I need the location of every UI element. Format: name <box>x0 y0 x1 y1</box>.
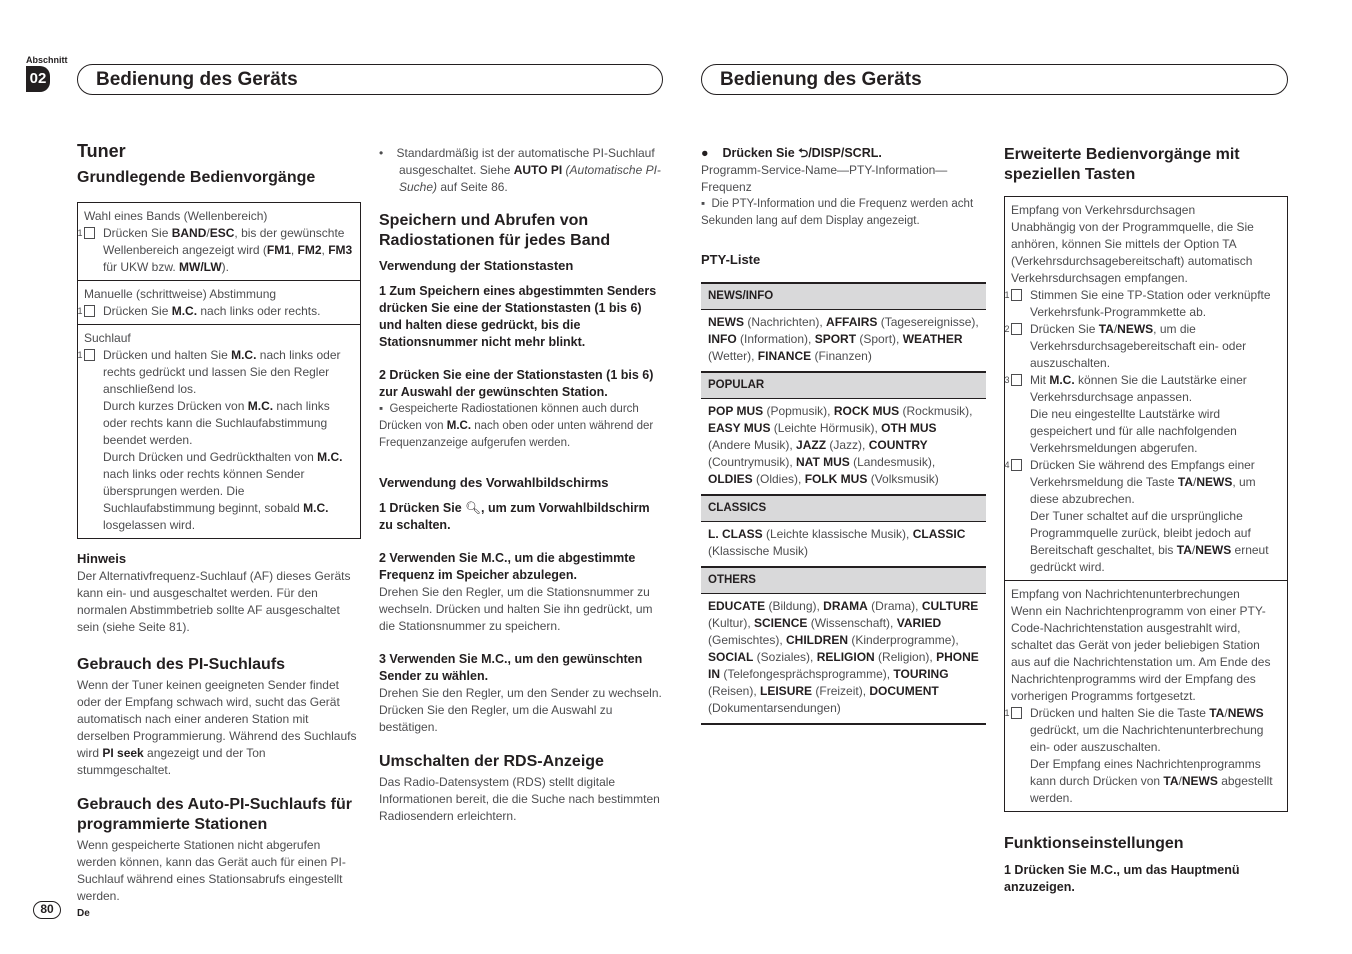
manual-step: 1 Drücken Sie M.C. nach links oder rechts. <box>77 304 321 318</box>
advanced-operations-heading: Erweiterte Bedienvorgänge mit speziellen Tasten <box>1004 146 1240 183</box>
store-recall-heading: Speichern und Abrufen von Radiostationen für jedes Band <box>379 212 611 249</box>
advanced-box <box>1004 196 1288 812</box>
pty-description: (Nachrichten), <box>744 315 827 329</box>
list-step-1: 1 Drücken Sie 🔍︎, um zum Vorwahlbildschirm zu schalten. <box>379 501 650 532</box>
pty-code: INFO <box>708 332 737 346</box>
step-number: 1 <box>84 349 95 361</box>
tuner-heading: Tuner <box>77 141 126 161</box>
hint-text: Der Alternativfrequenz-Suchlauf (AF) dieses Geräts kann ein- und ausgeschaltet werden. Für den normalen Abstimmbetrieb sollte AF ausgeschaltet sein (siehe Seite 81). <box>77 569 351 634</box>
pty-group-header: CLASSICS <box>701 496 986 522</box>
manual-tuning-section <box>78 281 360 325</box>
list-step-2-text: Drehen Sie den Regler, um die Stationsnummer zu wechseln. Drücken und halten Sie ihn gedrückt, um die Stationsnummer zu speichern. <box>379 585 653 633</box>
seek-cancel-note: Durch kurzes Drücken von M.C. nach links oder rechts kann die Suchlaufabstimmung beendet werden. <box>103 399 330 447</box>
pty-description: (Popmusik), <box>763 404 834 418</box>
back-icon: ⮌ <box>798 146 809 160</box>
pty-code: FINANCE <box>757 349 812 363</box>
pty-code: NAT MUS <box>796 455 850 469</box>
pty-code: SCIENCE <box>754 616 808 630</box>
pty-description: (Leichte Hörmusik), <box>770 421 882 435</box>
page-number: 80 <box>33 901 61 919</box>
pty-group-items <box>701 594 986 723</box>
pty-code: NEWS <box>708 315 744 329</box>
pty-description: (Wissenschaft), <box>807 616 897 630</box>
pty-description: (Tagesereignisse), <box>877 315 979 329</box>
preset-step-1: 1 Zum Speichern eines abgestimmten Senders drücken Sie eine der Stationstasten (1 bis 6) und halten diese gedrückt, bis die Stationsnummer nicht mehr blinkt. <box>379 284 657 349</box>
pty-description: (Leichte klassische Musik), <box>762 527 913 541</box>
disp-step: ● Drücken Sie ⮌/DISP/SCRL. <box>701 146 882 160</box>
pty-description: (Landesmusik), <box>849 455 936 469</box>
traffic-step-4: 4 Drücken Sie während des Empfangs einer Verkehrsmeldung die Taste TA/NEWS, um diese abzubrechen. <box>1004 458 1256 506</box>
pty-description: (Sport), <box>856 332 903 346</box>
pty-code: EDUCATE <box>708 599 766 613</box>
pty-description: (Volksmusik) <box>867 472 939 486</box>
traffic-step-3: 3 Mit M.C. können Sie die Lautstärke einer Verkehrsdurchsage anpassen. <box>1004 373 1247 404</box>
pty-description: (Finanzen) <box>811 349 872 363</box>
manual-title: Manuelle (schrittweise) Abstimmung <box>84 287 277 301</box>
pty-description: (Information), <box>736 332 815 346</box>
pty-code: TOURING <box>893 667 949 681</box>
pty-description: (Countrymusik), <box>708 455 797 469</box>
news-interrupt-section <box>1005 581 1287 811</box>
news-step-1-note: Der Empfang eines Nachrichtenprogramms kann durch Drücken von TA/NEWS abgestellt werden. <box>1030 757 1273 805</box>
auto-pi-default-note: • Standardmäßig ist der automatische PI-Suchlauf ausgeschaltet. Siehe AUTO PI (Automatische PI-Suche) auf Seite 86. <box>379 146 661 194</box>
traffic-step-1: 1 Stimmen Sie eine TP-Station oder verknüpfte Verkehrsfunk-Programmkette ab. <box>1004 288 1271 319</box>
pty-code: EASY MUS <box>708 421 771 435</box>
pty-code: SPORT <box>814 332 857 346</box>
pty-group-header: OTHERS <box>701 568 986 594</box>
search-icon: 🔍︎ <box>465 501 482 515</box>
pty-description: (Klassische Musik) <box>708 544 809 558</box>
rds-heading: Umschalten der RDS-Anzeige <box>379 753 604 770</box>
pty-code: RELIGION <box>816 650 875 664</box>
column-4 <box>1004 145 1288 896</box>
seek-title: Suchlauf <box>84 331 131 345</box>
pty-group-items <box>701 310 986 373</box>
band-title: Wahl eines Bands (Wellenbereich) <box>84 209 268 223</box>
band-step: 1 Drücken Sie BAND/ESC, bis der gewünschte Wellenbereich angezeigt wird (FM1, FM2, FM3 für UKW bzw. MW/LW). <box>77 226 353 274</box>
seek-skip-note: Durch Drücken und Gedrückthalten von M.C. nach links oder rechts können Sender übersprungen werden. Die Suchlaufabstimmung beginnt, sobald M.C. losgelassen wird. <box>103 450 343 532</box>
pty-code: DOCUMENT <box>869 684 939 698</box>
pty-code: DRAMA <box>823 599 868 613</box>
pty-description: (Rockmusik), <box>899 404 973 418</box>
pty-code: POP MUS <box>708 404 764 418</box>
disp-sequence: Programm-Service-Name—PTY-Information—Frequenz <box>701 163 948 194</box>
list-step-2: 2 Verwenden Sie M.C., um die abgestimmte Frequenz im Speicher abzulegen. <box>379 551 636 582</box>
pty-list-heading: PTY-Liste <box>701 252 761 267</box>
pty-description: (Wetter), <box>708 349 758 363</box>
pty-table <box>701 282 986 725</box>
pty-group-header: POPULAR <box>701 373 986 399</box>
pty-group-header: NEWS/INFO <box>701 284 986 310</box>
disp-note: ▪ Die PTY-Information und die Frequenz werden acht Sekunden lang auf dem Display angezeigt. <box>701 198 974 227</box>
column-1 <box>77 140 361 905</box>
preset-list-heading: Verwendung des Vorwahlbildschirms <box>379 475 609 490</box>
pty-description: (Dokumentarsendungen) <box>708 701 841 715</box>
pty-code: WEATHER <box>902 332 963 346</box>
pi-seek-text: Wenn der Tuner keinen geeigneten Sender findet oder der Empfang schwach wird, sucht das Gerät automatisch nach einer anderen Station mit derselben Programmierung. Während des Suchlaufs wird PI seek angezeigt und der Ton stummgeschaltet. <box>77 678 357 777</box>
news-step-1: 1 Drücken und halten Sie die Taste TA/NEWS gedrückt, um die Nachrichtenunterbrechung ein- oder auszuschalten. <box>1004 706 1264 754</box>
column-2 <box>379 145 663 825</box>
pty-code: PHONE IN <box>708 650 979 681</box>
pty-description: (Gemischtes), <box>708 633 787 647</box>
column-3 <box>701 145 986 725</box>
pty-description: (Religion), <box>874 650 937 664</box>
pty-description: (Jazz), <box>826 438 869 452</box>
pty-code: L. CLASS <box>708 527 763 541</box>
preset-step-2-note: ▪ Gespeicherte Radiostationen können auch durch Drücken von M.C. nach oben oder unten während der Frequenzanzeige aufgerufen werden. <box>379 403 654 449</box>
function-step-1: 1 Drücken Sie M.C., um das Hauptmenü anzuzeigen. <box>1004 863 1240 894</box>
news-intro: Wenn ein Nachrichtenprogramm von einer PTY-Code-Nachrichtenstation ausgestrahlt wird, schaltet das Gerät von jeder beliebigen Station aus auf die Nachrichtenstation um. Am Ende des Nachrichtenprogramms wird der Empfang des vorherigen Programms fortgesetzt. <box>1011 604 1271 703</box>
right-page-title: Bedienung des Geräts <box>701 64 1288 95</box>
pty-description: (Bildung), <box>765 599 824 613</box>
pty-description: (Drama), <box>867 599 922 613</box>
pty-group-items <box>701 399 986 496</box>
pty-code: LEISURE <box>760 684 813 698</box>
list-step-3: 3 Verwenden Sie M.C., um den gewünschten Sender zu wählen. <box>379 652 643 683</box>
band-section <box>78 203 360 281</box>
pty-description: (Soziales), <box>753 650 817 664</box>
hint-heading: Hinweis <box>77 551 127 566</box>
auto-pi-heading: Gebrauch des Auto-PI-Suchlaufs für programmierte Stationen <box>77 796 352 833</box>
pty-description: (Telefongesprächsprogramme), <box>720 667 894 681</box>
function-settings-heading: Funktionseinstellungen <box>1004 835 1184 852</box>
left-page-title: Bedienung des Geräts <box>77 64 663 95</box>
traffic-step-3-note: Die neu eingestellte Lautstärke wird gespeichert und für alle nachfolgenden Verkehrsmeldungen abgerufen. <box>1030 407 1237 455</box>
pty-description: (Kinderprogramme), <box>848 633 959 647</box>
pty-code: COUNTRY <box>868 438 928 452</box>
pty-code: JAZZ <box>796 438 827 452</box>
pty-description: (Oldies), <box>752 472 805 486</box>
pty-code: CULTURE <box>921 599 979 613</box>
pty-description: (Andere Musik), <box>708 438 797 452</box>
pty-description: (Freizeit), <box>812 684 870 698</box>
step-number: 1 <box>84 227 95 239</box>
auto-pi-text: Wenn gespeicherte Stationen nicht abgerufen werden können, kann das Gerät auch für einen PI-Suchlauf während eines Stationsabrufs eingestellt werden. <box>77 838 346 903</box>
traffic-step-4-note: Der Tuner schaltet auf die ursprüngliche Programmquelle zurück, bleibt jedoch auf Bereitschaft geschaltet, bis TA/NEWS erneut gedrückt wird. <box>1030 509 1269 574</box>
pty-code: AFFAIRS <box>826 315 878 329</box>
pty-code: VARIED <box>896 616 942 630</box>
news-title: Empfang von Nachrichtenunterbrechungen <box>1011 587 1240 601</box>
pty-code: CLASSIC <box>912 527 966 541</box>
pty-code: CHILDREN <box>786 633 849 647</box>
seek-section <box>78 325 360 538</box>
rds-text: Das Radio-Datensystem (RDS) stellt digitale Informationen bereit, die die Suche nach bestimmten Radiosendern erleichtern. <box>379 775 660 823</box>
language-code: De <box>77 908 90 919</box>
pty-code: OTH MUS <box>881 421 937 435</box>
pty-code: OLDIES <box>708 472 753 486</box>
pty-code: SOCIAL <box>708 650 754 664</box>
basic-operations-heading: Grundlegende Bedienvorgänge <box>77 169 316 186</box>
preset-buttons-heading: Verwendung der Stationstasten <box>379 258 574 273</box>
step-number: 1 <box>84 305 95 317</box>
pty-code: FOLK MUS <box>804 472 868 486</box>
traffic-step-2: 2 Drücken Sie TA/NEWS, um die Verkehrsdurchsagebereitschaft ein- oder auszuschalten. <box>1004 322 1247 370</box>
pty-description: (Reisen), <box>708 684 761 698</box>
list-step-3-text: Drehen Sie den Regler, um den Sender zu wechseln. Drücken Sie den Regler, um die Auswahl zu bestätigen. <box>379 686 662 734</box>
section-label: Abschnitt <box>26 55 68 65</box>
section-number: 02 <box>26 66 50 92</box>
traffic-title: Empfang von Verkehrsdurchsagen <box>1011 203 1196 217</box>
pty-code: ROCK MUS <box>833 404 900 418</box>
seek-step: 1 Drücken und halten Sie M.C. nach links oder rechts gedrückt und lassen Sie den Regler anschließend los. <box>77 348 341 396</box>
preset-step-2: 2 Drücken Sie eine der Stationstasten (1 bis 6) zur Auswahl der gewünschten Station. <box>379 368 654 399</box>
pty-description: (Kultur), <box>708 616 755 630</box>
pi-seek-heading: Gebrauch des PI-Suchlaufs <box>77 656 286 673</box>
traffic-section <box>1005 197 1287 581</box>
traffic-intro: Unabhängig von der Programmquelle, die Sie anhören, können Sie mittels der Option TA (Verkehrsdurchsagebereitschaft) automatisch Verkehrsdurchsagen empfangen. <box>1011 220 1254 285</box>
pty-group-items <box>701 522 986 568</box>
basic-operations-box <box>77 202 361 539</box>
